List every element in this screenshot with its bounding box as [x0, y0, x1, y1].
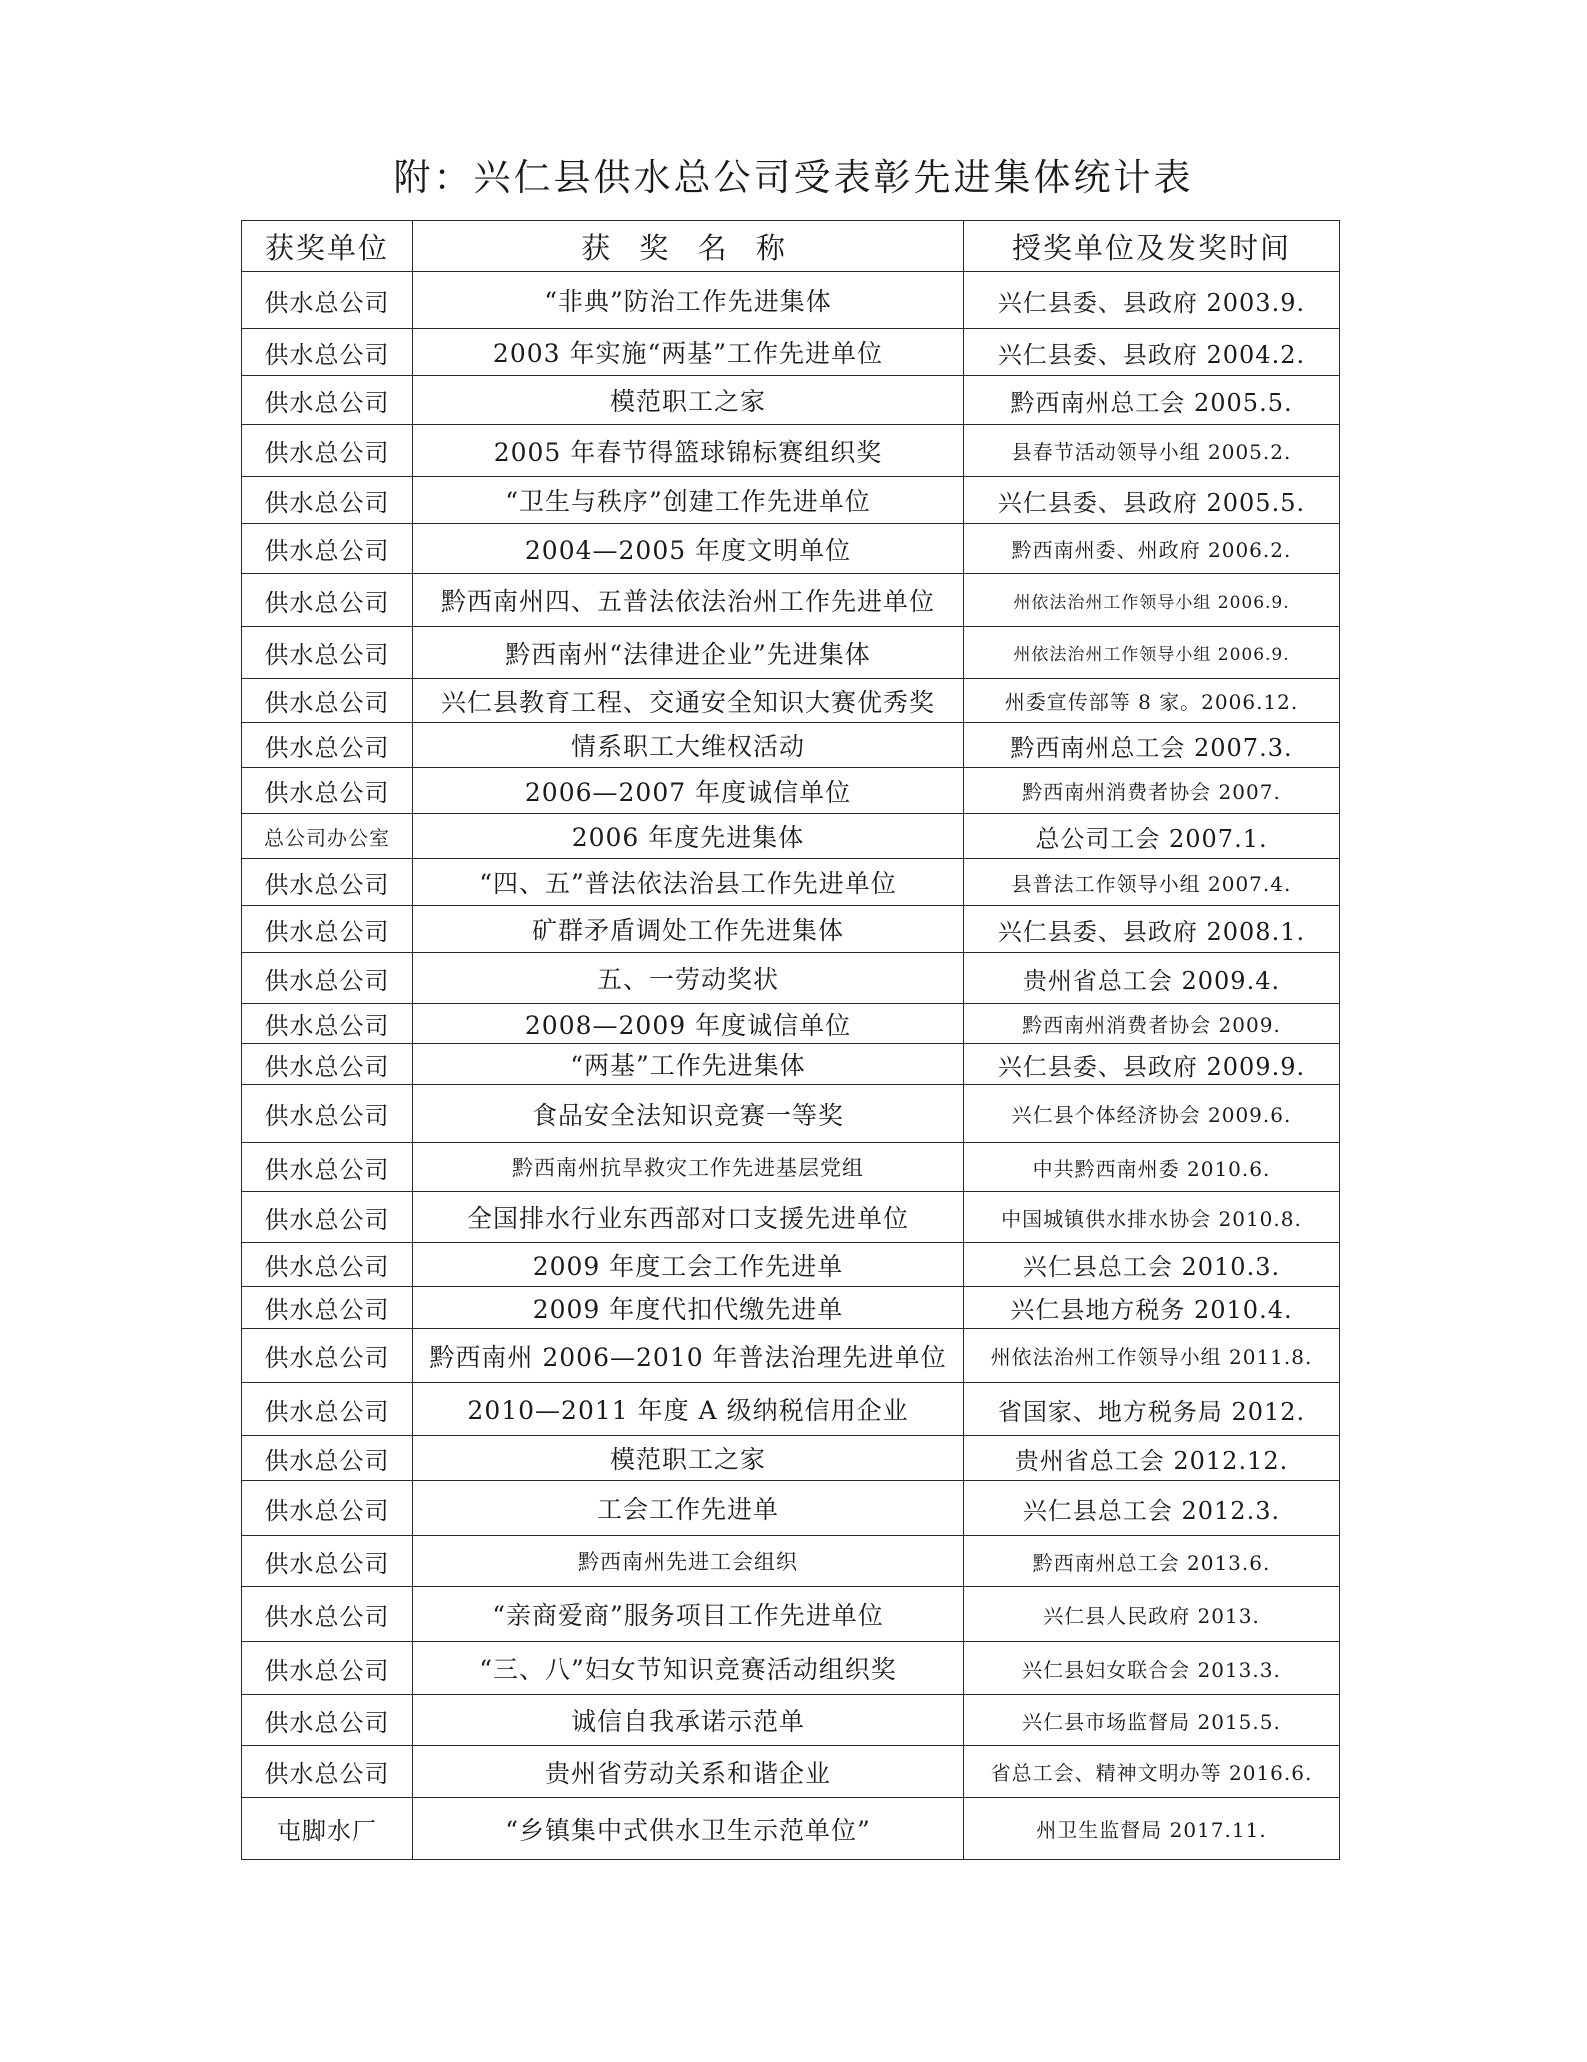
- table-header-row: [242, 221, 1340, 272]
- award-name-cell: 贵州省劳动关系和谐企业: [413, 1746, 964, 1798]
- award-grantor-cell: 州卫生监督局 2017.11.: [964, 1798, 1340, 1860]
- award-grantor-cell: 省国家、地方税务局 2012.: [964, 1383, 1340, 1436]
- table-row: [242, 1192, 1340, 1243]
- award-name-cell: 黔西南州抗旱救灾工作先进基层党组: [413, 1143, 964, 1192]
- award-name-cell: 2010—2011 年度 A 级纳税信用企业: [413, 1383, 964, 1436]
- award-unit-cell: 供水总公司: [242, 723, 413, 768]
- table-row: [242, 272, 1340, 329]
- table-row: [242, 1085, 1340, 1143]
- header-unit: 获奖单位: [242, 221, 413, 272]
- award-name-cell: “非典”防治工作先进集体: [413, 272, 964, 329]
- award-unit-cell: 供水总公司: [242, 425, 413, 477]
- award-grantor-cell: 县春节活动领导小组 2005.2.: [964, 425, 1340, 477]
- award-unit-cell: 供水总公司: [242, 1044, 413, 1085]
- award-name-cell: 2004—2005 年度文明单位: [413, 524, 964, 574]
- award-name-cell: 全国排水行业东西部对口支援先进单位: [413, 1192, 964, 1243]
- award-name-cell: 黔西南州四、五普法依法治州工作先进单位: [413, 574, 964, 627]
- table-row: [242, 953, 1340, 1004]
- award-name-cell: 工会工作先进单: [413, 1481, 964, 1536]
- award-unit-cell: 总公司办公室: [242, 814, 413, 859]
- award-name-cell: “乡镇集中式供水卫生示范单位”: [413, 1798, 964, 1860]
- award-unit-cell: 供水总公司: [242, 1085, 413, 1143]
- award-unit-cell: 供水总公司: [242, 1436, 413, 1481]
- award-grantor-cell: 兴仁县总工会 2012.3.: [964, 1481, 1340, 1536]
- award-unit-cell: 供水总公司: [242, 329, 413, 376]
- award-name-cell: 2009 年度代扣代缴先进单: [413, 1287, 964, 1329]
- table-row: [242, 1044, 1340, 1085]
- award-grantor-cell: 总公司工会 2007.1.: [964, 814, 1340, 859]
- award-unit-cell: 供水总公司: [242, 906, 413, 953]
- award-grantor-cell: 黔西南州总工会 2005.5.: [964, 376, 1340, 425]
- table-row: [242, 814, 1340, 859]
- table-row: [242, 1746, 1340, 1798]
- table-row: [242, 627, 1340, 679]
- award-grantor-cell: 省总工会、精神文明办等 2016.6.: [964, 1746, 1340, 1798]
- award-name-cell: “四、五”普法依法治县工作先进单位: [413, 859, 964, 906]
- award-unit-cell: 供水总公司: [242, 1481, 413, 1536]
- award-grantor-cell: 州依法治州工作领导小组 2011.8.: [964, 1329, 1340, 1383]
- table-row: [242, 859, 1340, 906]
- award-grantor-cell: 州依法治州工作领导小组 2006.9.: [964, 627, 1340, 679]
- table-row: [242, 425, 1340, 477]
- award-grantor-cell: 县普法工作领导小组 2007.4.: [964, 859, 1340, 906]
- award-unit-cell: 供水总公司: [242, 1143, 413, 1192]
- award-unit-cell: 屯脚水厂: [242, 1798, 413, 1860]
- award-grantor-cell: 兴仁县市场监督局 2015.5.: [964, 1695, 1340, 1746]
- award-unit-cell: 供水总公司: [242, 1642, 413, 1695]
- table-row: [242, 1695, 1340, 1746]
- table-row: [242, 1329, 1340, 1383]
- table-row: [242, 1383, 1340, 1436]
- table-row: [242, 329, 1340, 376]
- award-grantor-cell: 兴仁县妇女联合会 2013.3.: [964, 1642, 1340, 1695]
- award-unit-cell: 供水总公司: [242, 679, 413, 723]
- award-name-cell: 矿群矛盾调处工作先进集体: [413, 906, 964, 953]
- award-name-cell: 2005 年春节得篮球锦标赛组织奖: [413, 425, 964, 477]
- award-unit-cell: 供水总公司: [242, 1004, 413, 1044]
- table-row: [242, 906, 1340, 953]
- award-grantor-cell: 兴仁县委、县政府 2009.9.: [964, 1044, 1340, 1085]
- table-row: [242, 1243, 1340, 1287]
- award-name-cell: 黔西南州“法律进企业”先进集体: [413, 627, 964, 679]
- award-name-cell: 2006 年度先进集体: [413, 814, 964, 859]
- award-name-cell: 2006—2007 年度诚信单位: [413, 768, 964, 814]
- award-unit-cell: 供水总公司: [242, 524, 413, 574]
- table-row: [242, 574, 1340, 627]
- award-grantor-cell: 兴仁县总工会 2010.3.: [964, 1243, 1340, 1287]
- award-unit-cell: 供水总公司: [242, 627, 413, 679]
- award-grantor-cell: 黔西南州消费者协会 2007.: [964, 768, 1340, 814]
- award-unit-cell: 供水总公司: [242, 1287, 413, 1329]
- award-name-cell: 2008—2009 年度诚信单位: [413, 1004, 964, 1044]
- table-row: [242, 1642, 1340, 1695]
- award-grantor-cell: 州依法治州工作领导小组 2006.9.: [964, 574, 1340, 627]
- table-row: [242, 477, 1340, 524]
- table-row: [242, 1481, 1340, 1536]
- table-row: [242, 524, 1340, 574]
- award-grantor-cell: 兴仁县委、县政府 2008.1.: [964, 906, 1340, 953]
- award-name-cell: “亲商爱商”服务项目工作先进单位: [413, 1587, 964, 1642]
- award-unit-cell: 供水总公司: [242, 1383, 413, 1436]
- table-row: [242, 1436, 1340, 1481]
- award-name-cell: 情系职工大维权活动: [413, 723, 964, 768]
- table-row: [242, 1004, 1340, 1044]
- award-unit-cell: 供水总公司: [242, 1192, 413, 1243]
- award-grantor-cell: 中国城镇供水排水协会 2010.8.: [964, 1192, 1340, 1243]
- award-unit-cell: 供水总公司: [242, 376, 413, 425]
- table-row: [242, 723, 1340, 768]
- award-grantor-cell: 黔西南州委、州政府 2006.2.: [964, 524, 1340, 574]
- award-name-cell: 兴仁县教育工程、交通安全知识大赛优秀奖: [413, 679, 964, 723]
- award-grantor-cell: 兴仁县委、县政府 2005.5.: [964, 477, 1340, 524]
- table-row: [242, 1143, 1340, 1192]
- award-name-cell: 诚信自我承诺示范单: [413, 1695, 964, 1746]
- header-grantor-date: 授奖单位及发奖时间: [964, 221, 1340, 272]
- award-unit-cell: 供水总公司: [242, 953, 413, 1004]
- table-row: [242, 1287, 1340, 1329]
- award-unit-cell: 供水总公司: [242, 272, 413, 329]
- award-unit-cell: 供水总公司: [242, 1243, 413, 1287]
- table-row: [242, 679, 1340, 723]
- table-row: [242, 1798, 1340, 1860]
- award-grantor-cell: 贵州省总工会 2009.4.: [964, 953, 1340, 1004]
- award-unit-cell: 供水总公司: [242, 1329, 413, 1383]
- award-grantor-cell: 黔西南州消费者协会 2009.: [964, 1004, 1340, 1044]
- award-grantor-cell: 兴仁县委、县政府 2003.9.: [964, 272, 1340, 329]
- awards-table: [241, 220, 1340, 1860]
- header-award-name: 获 奖 名 称: [413, 221, 964, 272]
- award-grantor-cell: 兴仁县委、县政府 2004.2.: [964, 329, 1340, 376]
- award-name-cell: “卫生与秩序”创建工作先进单位: [413, 477, 964, 524]
- award-name-cell: 模范职工之家: [413, 376, 964, 425]
- award-unit-cell: 供水总公司: [242, 574, 413, 627]
- table-row: [242, 1536, 1340, 1587]
- award-unit-cell: 供水总公司: [242, 1695, 413, 1746]
- table-row: [242, 768, 1340, 814]
- table-row: [242, 1587, 1340, 1642]
- award-name-cell: 模范职工之家: [413, 1436, 964, 1481]
- award-grantor-cell: 黔西南州总工会 2007.3.: [964, 723, 1340, 768]
- award-grantor-cell: 州委宣传部等 8 家。2006.12.: [964, 679, 1340, 723]
- award-unit-cell: 供水总公司: [242, 1587, 413, 1642]
- award-name-cell: 五、一劳动奖状: [413, 953, 964, 1004]
- award-unit-cell: 供水总公司: [242, 1536, 413, 1587]
- award-unit-cell: 供水总公司: [242, 768, 413, 814]
- award-unit-cell: 供水总公司: [242, 477, 413, 524]
- award-grantor-cell: 中共黔西南州委 2010.6.: [964, 1143, 1340, 1192]
- award-unit-cell: 供水总公司: [242, 859, 413, 906]
- award-name-cell: “三、八”妇女节知识竞赛活动组织奖: [413, 1642, 964, 1695]
- page-title: 附：兴仁县供水总公司受表彰先进集体统计表: [393, 156, 1194, 199]
- award-unit-cell: 供水总公司: [242, 1746, 413, 1798]
- award-name-cell: “两基”工作先进集体: [413, 1044, 964, 1085]
- award-name-cell: 2003 年实施“两基”工作先进单位: [413, 329, 964, 376]
- award-grantor-cell: 兴仁县个体经济协会 2009.6.: [964, 1085, 1340, 1143]
- award-grantor-cell: 兴仁县地方税务 2010.4.: [964, 1287, 1340, 1329]
- award-grantor-cell: 兴仁县人民政府 2013.: [964, 1587, 1340, 1642]
- award-grantor-cell: 贵州省总工会 2012.12.: [964, 1436, 1340, 1481]
- award-name-cell: 食品安全法知识竞赛一等奖: [413, 1085, 964, 1143]
- award-grantor-cell: 黔西南州总工会 2013.6.: [964, 1536, 1340, 1587]
- award-name-cell: 2009 年度工会工作先进单: [413, 1243, 964, 1287]
- award-name-cell: 黔西南州先进工会组织: [413, 1536, 964, 1587]
- table-row: [242, 376, 1340, 425]
- award-name-cell: 黔西南州 2006—2010 年普法治理先进单位: [413, 1329, 964, 1383]
